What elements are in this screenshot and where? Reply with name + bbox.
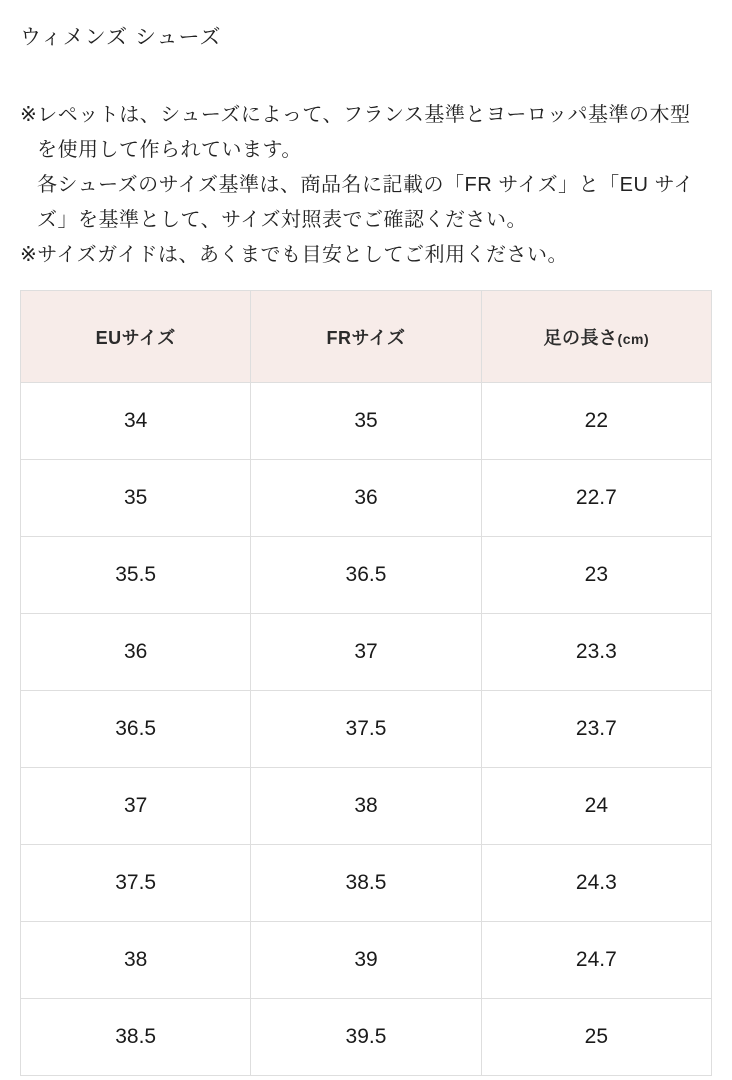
page-title: ウィメンズ シューズ: [20, 26, 222, 49]
note-line: ※レペットは、シューズによって、フランス基準とヨーロッパ基準の木型: [20, 104, 691, 126]
eu-size-cell: 36.5: [21, 691, 251, 768]
size-row: [21, 460, 712, 537]
foot-length-cell: 22: [481, 383, 711, 460]
fr-size-cell: 39.5: [251, 999, 481, 1076]
fr-size-cell: 37.5: [251, 691, 481, 768]
col-header-eu-size: [21, 291, 251, 383]
fr-size-cell: 38: [251, 768, 481, 845]
size-table-header-row: [21, 291, 712, 383]
fr-size-cell: 38.5: [251, 845, 481, 922]
size-row: [21, 768, 712, 845]
eu-size-cell: 35.5: [21, 537, 251, 614]
size-row: [21, 845, 712, 922]
col-header-label: 足の長さ: [543, 327, 618, 348]
size-row: [21, 537, 712, 614]
eu-size-cell: 37.5: [21, 845, 251, 922]
size-row: [21, 691, 712, 768]
fr-size-cell: 36.5: [251, 537, 481, 614]
foot-length-cell: 24.3: [481, 845, 711, 922]
foot-length-cell: 24.7: [481, 922, 711, 999]
fr-size-cell: 36: [251, 460, 481, 537]
size-row: [21, 614, 712, 691]
note-line: を使用して作られています。: [37, 139, 302, 161]
size-row: [21, 999, 712, 1076]
eu-size-cell: 34: [21, 383, 251, 460]
col-header-label: EUサイズ: [95, 327, 176, 348]
note-line: 各シューズのサイズ基準は、商品名に記載の「FR サイズ」と「EU サイ: [37, 174, 695, 196]
fr-size-cell: 37: [251, 614, 481, 691]
fr-size-cell: 39: [251, 922, 481, 999]
size-guide-notes: [20, 98, 712, 273]
foot-length-cell: 23: [481, 537, 711, 614]
size-chart-table: [20, 290, 712, 1076]
foot-length-cell: 23.7: [481, 691, 711, 768]
size-row: [21, 383, 712, 460]
eu-size-cell: 37: [21, 768, 251, 845]
eu-size-cell: 35: [21, 460, 251, 537]
col-header-label: FRサイズ: [326, 327, 406, 348]
col-header-unit: (cm): [617, 330, 650, 347]
col-header-foot-length: [481, 291, 711, 383]
eu-size-cell: 36: [21, 614, 251, 691]
col-header-fr-size: [251, 291, 481, 383]
note-line: ズ」を基準として、サイズ対照表でご確認ください。: [37, 209, 527, 231]
foot-length-cell: 22.7: [481, 460, 711, 537]
fr-size-cell: 35: [251, 383, 481, 460]
foot-length-cell: 24: [481, 768, 711, 845]
size-row: [21, 922, 712, 999]
note-line: ※サイズガイドは、あくまでも目安としてご利用ください。: [20, 244, 569, 266]
foot-length-cell: 25: [481, 999, 711, 1076]
eu-size-cell: 38: [21, 922, 251, 999]
eu-size-cell: 38.5: [21, 999, 251, 1076]
foot-length-cell: 23.3: [481, 614, 711, 691]
